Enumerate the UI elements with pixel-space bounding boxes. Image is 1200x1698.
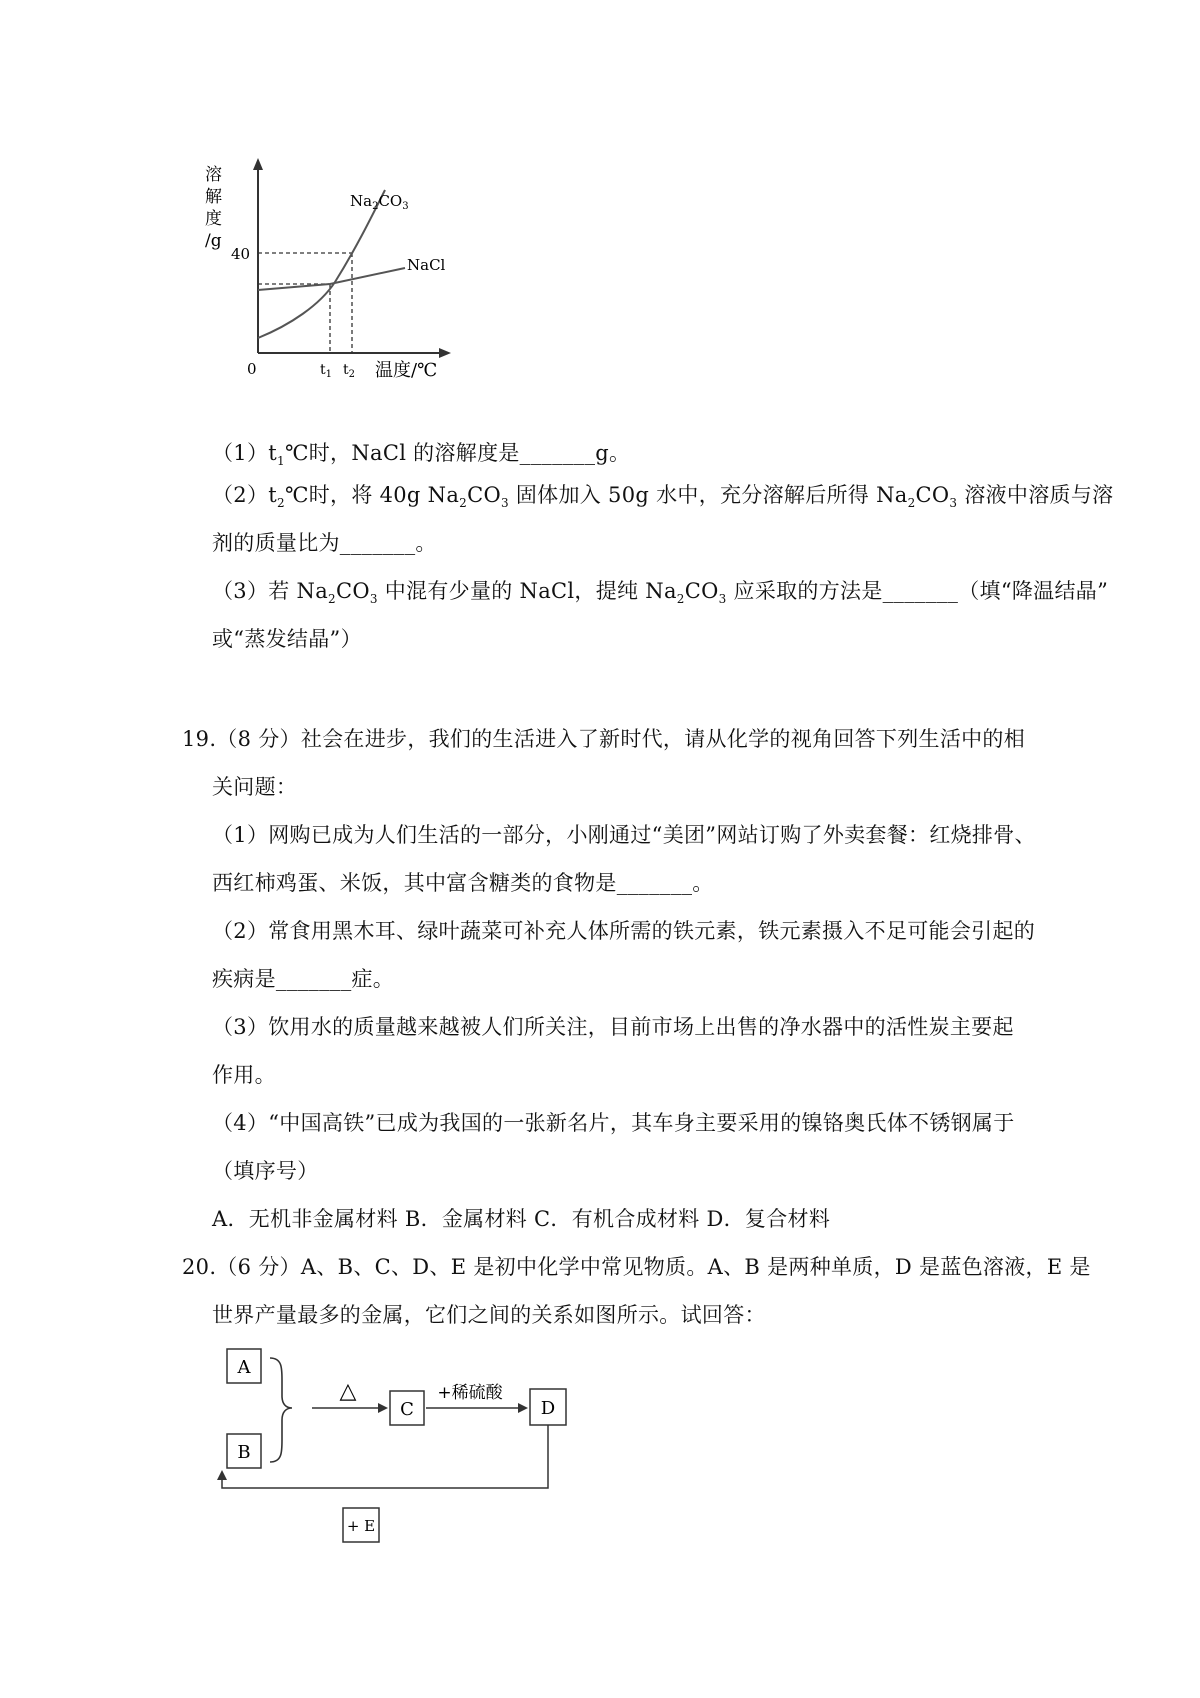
q18-part2-line1: $(2)t_2℃$时，将 40g $Na_2CO_3$ 固体加入 50g 水中，充分溶解后所得 $Na_2CO_3$ 溶液中溶质与溶 xyxy=(212,483,1114,511)
x-tick-t1: $t_1$ xyxy=(320,362,333,380)
solubility-chart xyxy=(195,150,495,390)
q19-stem-line1: 19.（8 分）社会在进步，我们的生活进入了新时代，请从化学的视角回答下列生活中的相 xyxy=(182,727,1026,751)
q19-options: A．无机非金属材料 B．金属材料 C．有机合成材料 D．复合材料 xyxy=(212,1207,831,1231)
return-arrow-head xyxy=(217,1470,227,1480)
x-axis-label: 温度/℃ xyxy=(375,360,438,381)
y-axis-label-4: /g xyxy=(205,231,222,251)
arrow-to-d-head xyxy=(518,1403,528,1413)
return-path xyxy=(222,1425,548,1488)
q19-part4-line2: （填序号） xyxy=(212,1159,319,1183)
q19-part1-line1: （1）网购已成为人们生活的一部分，小刚通过“美团”网站订购了外卖套餐：红烧排骨、 xyxy=(212,823,1036,847)
brace xyxy=(270,1358,292,1462)
na2co3-curve xyxy=(258,190,385,338)
q18-part1: $(1)t_1℃$时，NaCl 的溶解度是_______g。 xyxy=(212,441,631,469)
sulfuric-acid-label: +稀硫酸 xyxy=(437,1383,503,1403)
q18-part2-line2: 剂的质量比为_______。 xyxy=(212,531,437,555)
q20-stem-line2: 世界产量最多的金属，它们之间的关系如图所示。试回答： xyxy=(212,1303,766,1327)
q19-part3-line2: 作用。 xyxy=(212,1063,276,1087)
q18-part3-line2: 或“蒸发结晶”） xyxy=(212,627,362,651)
q19-part4-line1: （4）“中国高铁”已成为我国的一张新名片，其车身主要采用的镍铬奥氏体不锈钢属于 xyxy=(212,1111,1015,1135)
arrow-to-c-head xyxy=(378,1403,388,1413)
na2co3-series-label: $Na_2CO_3$ xyxy=(350,192,409,212)
y-axis-label-3: 度 xyxy=(205,209,222,229)
q20-stem-line1: 20.（6 分）A、B、C、D、E 是初中化学中常见物质。A、B 是两种单质，D 是蓝色溶液，E 是 xyxy=(182,1255,1091,1279)
box-d-label: D xyxy=(540,1398,556,1419)
x-tick-t2: $t_2$ xyxy=(343,362,356,380)
y-axis-label-2: 解 xyxy=(205,187,222,207)
q19-part2-line2: 疾病是_______症。 xyxy=(212,967,395,991)
nacl-series-label: NaCl xyxy=(407,256,446,274)
q18-part3-line1: （3）若 $Na_2CO_3$ 中混有少量的 NaCl，提纯 $Na_2CO_3$ 应采取的方法是_______（填“降温结晶” xyxy=(212,579,1109,607)
heat-symbol: △ xyxy=(339,1379,357,1404)
q19-part2-line1: （2）常食用黑木耳、绿叶蔬菜可补充人体所需的铁元素，铁元素摄入不足可能会引起的 xyxy=(212,919,1036,943)
y-tick-40: 40 xyxy=(231,245,251,263)
box-e-label: + E xyxy=(346,1517,376,1535)
x-axis-arrow xyxy=(439,348,451,358)
origin-label: 0 xyxy=(247,360,257,378)
q19-stem-line2: 关问题： xyxy=(212,775,298,799)
q19-part1-line2: 西红柿鸡蛋、米饭，其中富含糖类的食物是_______。 xyxy=(212,871,714,895)
y-axis-arrow xyxy=(253,158,263,170)
box-a-label: A xyxy=(237,1357,251,1378)
q19-part3-line1: （3）饮用水的质量越来越被人们所关注，目前市场上出售的净水器中的活性炭主要起 xyxy=(212,1015,1014,1039)
reaction-diagram xyxy=(200,1340,640,1560)
box-c-label: C xyxy=(400,1399,414,1420)
box-b-label: B xyxy=(237,1442,251,1463)
y-axis-label-1: 溶 xyxy=(205,165,222,185)
